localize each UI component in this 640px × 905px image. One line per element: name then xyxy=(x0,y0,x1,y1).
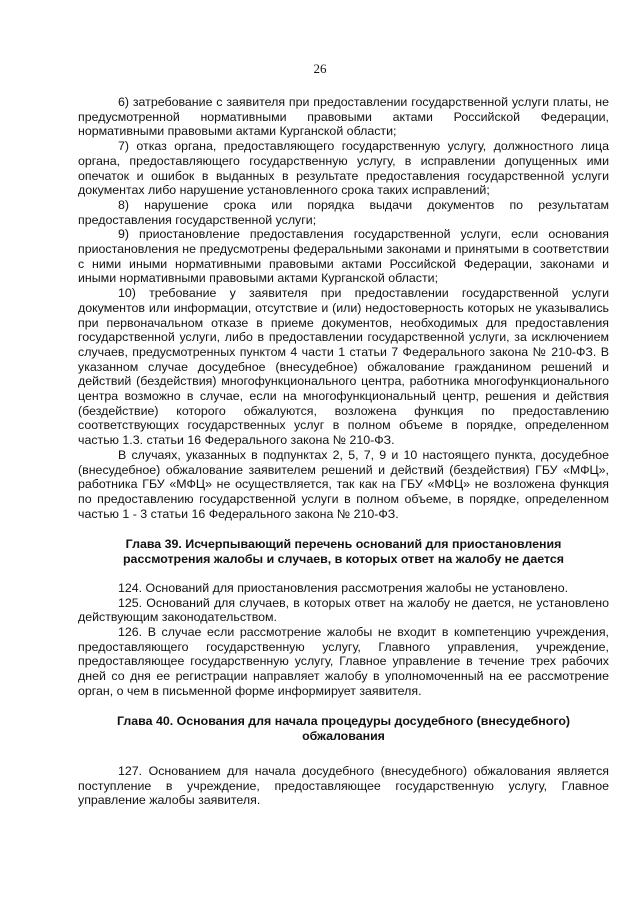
list-item-10: 10) требование у заявителя при предоставлении государственной услуги документов или информации, отсутствие и (или) недостоверность которых не указывались при первоначальном отказе в приеме документов, необходимых для предоставления государственной услуги, либо в предоставлении государственной услуги, за исключением случаев, предусмотренных пунктом 4 части 1 статьи 7 Федерального закона № 210-ФЗ. В указанном случае досудебное (внесудебное) обжалование гражданином решений и действий (бездействия) многофункционального центра, работника многофункционального центра возможно в случае, если на многофункциональный центр, решения и действия (бездействие) которого обжалуются, возложена функция по предоставлению соответствующих государственных услуг в полном объеме в порядке, определенном частью 1.3. статьи 16 Федерального закона № 210-ФЗ. xyxy=(78,286,609,448)
paragraph-126: 126. В случае если рассмотрение жалобы не входит в компетенцию учреждения, предоставляющего государственную услугу, Главного управления, учреждение, предоставляющее государственную услугу, Главное управление в течение трех рабочих дней со дня ее регистрации направляет жалобу в уполномоченный на ее рассмотрение орган, о чем в письменной форме информирует заявителя. xyxy=(78,624,609,698)
list-item-7: 7) отказ органа, предоставляющего государственную услугу, должностного лица органа, предоставляющего государственную услугу, в исправлении допущенных ими опечаток и ошибок в выданных в результате предоставления государственной услуги документах либо нарушение установленного срока таких исправлений; xyxy=(78,139,609,198)
chapter-40-heading: Глава 40. Основания для начала процедуры досудебного (внесудебного) обжалования xyxy=(116,714,571,744)
paragraph-124: 124. Оснований для приостановления рассмотрения жалобы не установлено. xyxy=(118,580,569,595)
exceptions-paragraph: В случаях, указанных в подпунктах 2, 5, 7, 9 и 10 настоящего пункта, досудебное (внесудебное) обжалование заявителем решений и действий (бездействия) ГБУ «МФЦ», работника ГБУ «МФЦ» не осуществляется, так как на ГБУ «МФЦ» не возложена функция по предоставлению государственной услуги в полном объеме, в порядке, определенном частью 1 - 3 статьи 16 Федерального закона № 210-ФЗ. xyxy=(78,447,609,521)
page-number: 26 xyxy=(313,61,327,76)
document-body xyxy=(78,95,609,808)
paragraph-127: 127. Основанием для начала досудебного (внесудебного) обжалования является поступление в учреждение, предоставляющее государственную услугу, Главное управление жалобы заявителя. xyxy=(78,763,609,808)
list-item-9: 9) приостановление предоставления государственной услуги, если основания приостановления не предусмотрены федеральными законами и принятыми в соответствии с ними иными нормативными правовыми актами Российской Федерации, законами и иными нормативными правовыми актами Курганской области; xyxy=(78,227,609,286)
chapter-39-heading: Глава 39. Исчерпывающий перечень оснований для приостановления рассмотрения жалобы и случаев, в которых ответ на жалобу не дается xyxy=(122,537,565,567)
list-item-8: 8) нарушение срока или порядка выдачи документов по результатам предоставления государственной услуги; xyxy=(78,197,609,227)
list-item-6: 6) затребование с заявителя при предоставлении государственной услуги платы, не предусмотренной нормативными правовыми актами Российской Федерации, нормативными правовыми актами Курганской области; xyxy=(78,95,609,139)
paragraph-125: 125. Оснований для случаев, в которых ответ на жалобу не дается, не установлено действующим законодательством. xyxy=(78,595,609,625)
